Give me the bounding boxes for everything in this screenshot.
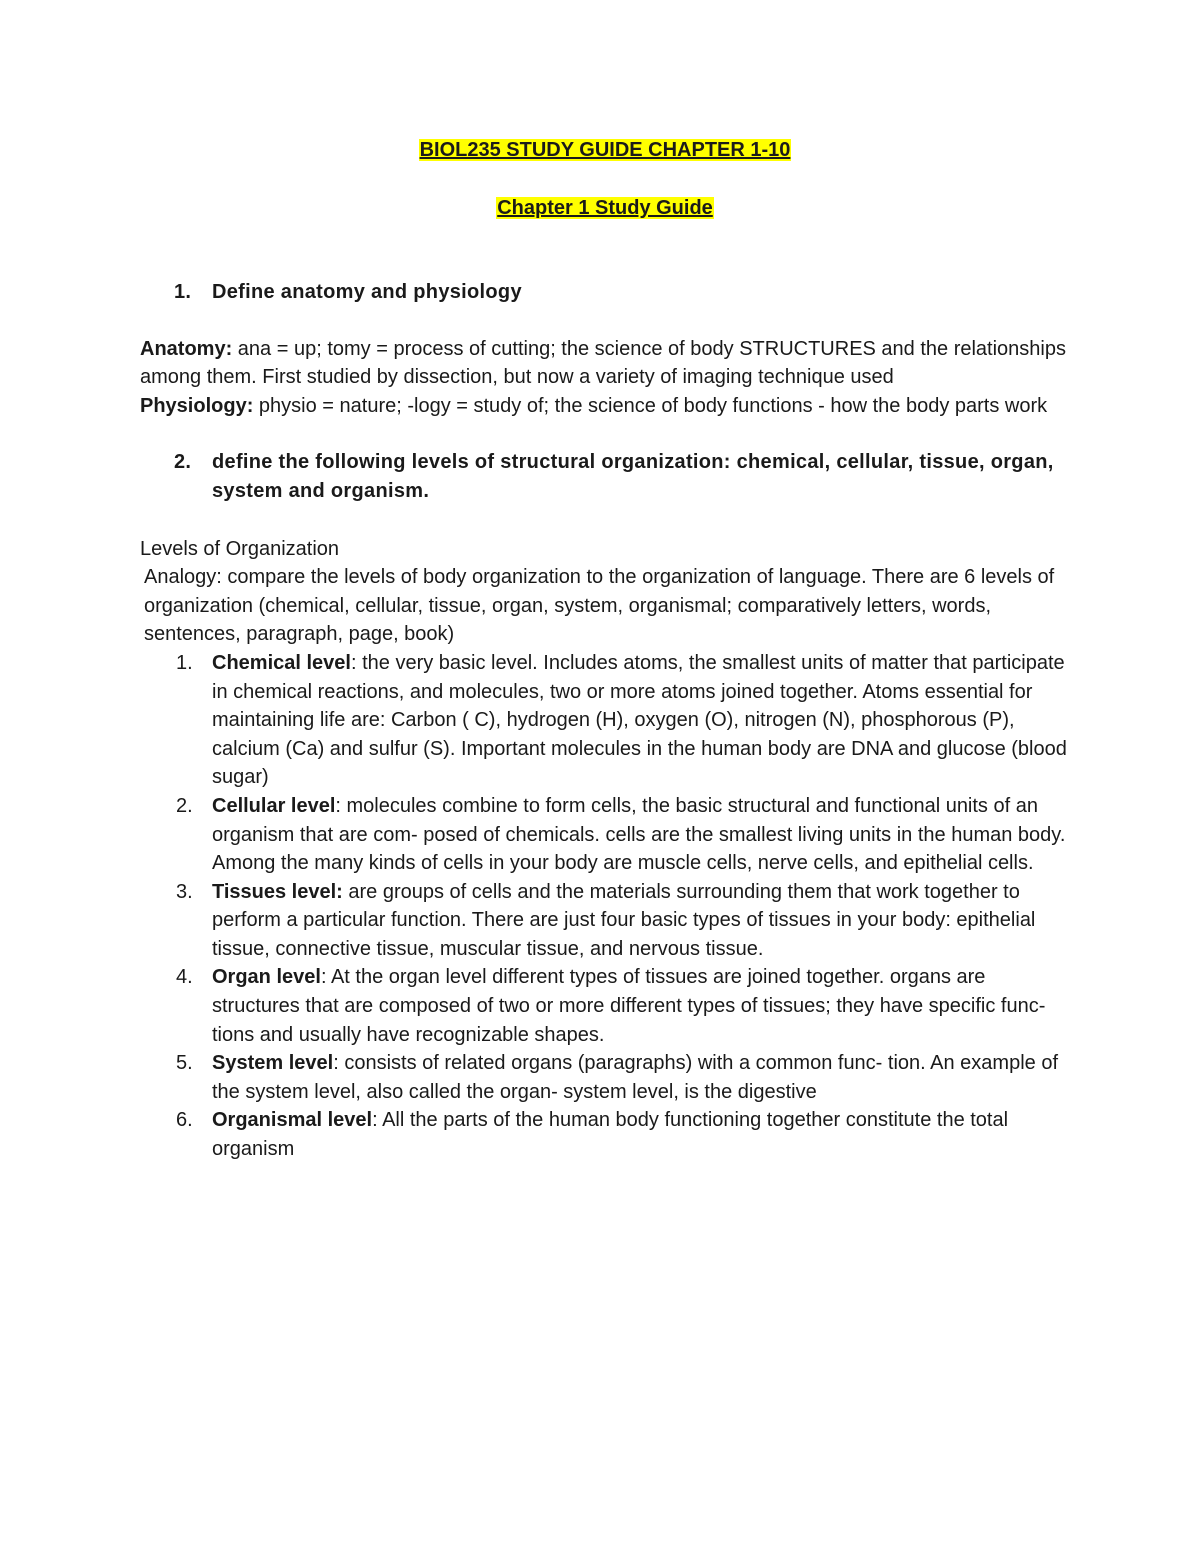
chapter-title: Chapter 1 Study Guide: [497, 197, 713, 219]
list-item-number: 3.: [176, 880, 193, 903]
levels-intro: Analogy: compare the levels of body organization to the organization of language. There are 6 levels of organization (chemical, cellular, tissue, organ, system, organismal; comparatively letters, words, sentences, paragraph, page, book): [144, 566, 1055, 646]
question-number: 1.: [174, 281, 192, 303]
physiology-text: physio = nature; -logy = study of; the science of body functions - how the body parts work: [253, 394, 1048, 417]
list-item-text: : All the parts of the human body functioning together constitute the total organism: [212, 1109, 1009, 1161]
anatomy-definition: [140, 335, 1070, 392]
list-item: [140, 1106, 1070, 1163]
list-item-text: are groups of cells and the materials surrounding them that work together to perform a particular function. There are just four basic types of tissues in your body: epithelial tissue, connective tissue, muscular tissue, and nervous tissue.: [212, 880, 1036, 960]
list-item-number: 6.: [176, 1109, 193, 1132]
levels-heading: Levels of Organization: [140, 537, 340, 560]
list-item-number: 1.: [176, 651, 193, 674]
list-item-term: Organ level: [212, 966, 321, 989]
list-item-term: Cellular level: [212, 794, 336, 817]
question-text: define the following levels of structural organization: chemical, cellular, tissue, organ, system and organism.: [212, 451, 1054, 502]
document-title: BIOL235 STUDY GUIDE CHAPTER 1-10: [419, 139, 791, 161]
chapter-title-row: [140, 194, 1070, 222]
question-1: [140, 278, 1070, 307]
list-item-term: System level: [212, 1052, 334, 1075]
levels-list: [140, 649, 1070, 1164]
list-item-term: Tissues level:: [212, 880, 343, 903]
document-content: [140, 136, 1070, 1164]
anatomy-text: ana = up; tomy = process of cutting; the science of body STRUCTURES and the relationships among them. First studied by dissection, but now a variety of imaging technique used: [140, 337, 1066, 389]
list-item-text: : the very basic level. Includes atoms, the smallest units of matter that participate in chemical reactions, and molecules, two or more atoms joined together. Atoms essential for maintaining life are: Carbon ( C), hydrogen (H), oxygen (O), nitrogen (N), phosphorous (P), calcium (Ca) and sulfur (S). Important molecules in the human body are DNA and glucose (blood sugar): [212, 651, 1067, 789]
physiology-term: Physiology:: [140, 394, 254, 417]
list-item: [140, 792, 1070, 878]
list-item-number: 2.: [176, 794, 193, 817]
list-item-number: 4.: [176, 966, 193, 989]
list-item-text: : consists of related organs (paragraphs) with a common func- tion. An example of the system level, also called the organ- system level, is the digestive: [212, 1052, 1059, 1103]
definitions-block: [140, 335, 1070, 421]
list-item: [140, 649, 1070, 792]
document-title-row: [140, 136, 1070, 164]
question-text: Define anatomy and physiology: [212, 281, 522, 303]
list-item: [140, 878, 1070, 964]
physiology-definition: [140, 392, 1070, 421]
question-number: 2.: [174, 451, 192, 474]
anatomy-term: Anatomy:: [140, 337, 233, 360]
list-item-term: Organismal level: [212, 1109, 373, 1132]
list-item-text: : molecules combine to form cells, the basic structural and functional units of an organism that are com- posed of chemicals. cells are the smallest living units in the human body. Among the many kinds of cells in your body are muscle cells, nerve cells, and epithelial cells.: [212, 794, 1066, 875]
list-item-number: 5.: [176, 1052, 193, 1075]
list-item: [140, 1049, 1070, 1106]
question-2: [140, 448, 1070, 505]
list-item-term: Chemical level: [212, 651, 351, 674]
list-item: [140, 963, 1070, 1049]
list-item-text: : At the organ level different types of tissues are joined together. organs are structures that are composed of two or more different types of tissues; they have specific func- tions and usually have recognizable shapes.: [212, 966, 1046, 1046]
